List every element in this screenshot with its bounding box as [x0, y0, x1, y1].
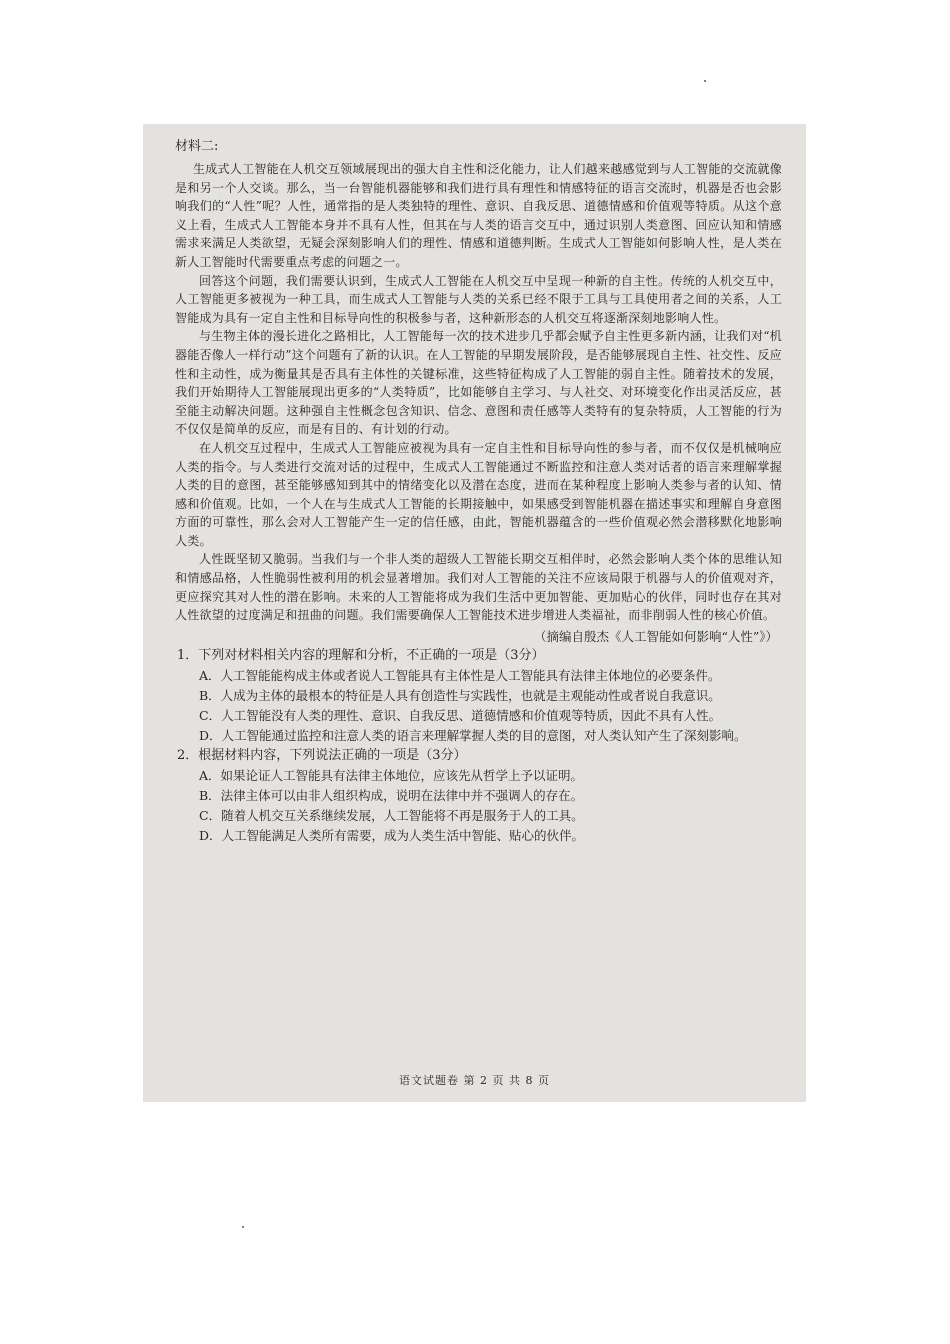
scan-speck [704, 80, 706, 82]
option-d: D．人工智能满足人类所有需要，成为人类生活中智能、贴心的伙伴。 [199, 827, 585, 843]
question-stem: 1．下列对材料相关内容的理解和分析，不正确的一项是（3分） [177, 647, 545, 663]
option-c: C．随着人机交互关系继续发展，人工智能将不再是服务于人的工具。 [199, 807, 584, 823]
exam-page [143, 124, 806, 1102]
paragraph: 生成式人工智能在人机交互领域展现出的强大自主性和泛化能力，让人们越来越感觉到与人工智能的交流就像是和另一个人交谈。那么，当一台智能机器能够和我们进行具有理性和情感特征的语言交流时，机器是否也会影响我们的“人性”呢？人性，通常指的是人类独特的理性、意识、自我反思、道德情感和价值观等特质。从这个意义上看，生成式人工智能本身并不具有人性，但其在与人类的语言交互中，通过识别人类意图、回应认知和情感需求来满足人类欲望，无疑会深刻影响人们的理性、情感和道德判断。生成式人工智能如何影响人性，是人类在新人工智能时代需要重点考虑的问题之一。 [175, 162, 782, 269]
paragraph: 人性既坚韧又脆弱。当我们与一个非人类的超级人工智能长期交互相伴时，必然会影响人类个体的思维认知和情感品格，人性脆弱性被利用的机会显著增加。我们对人工智能的关注不应该局限于机器与人的价值观对齐，更应探究其对人性的潜在影响。未来的人工智能将成为我们生活中更加智能、更加贴心的伙伴，同时也存在其对人性欲望的过度满足和扭曲的问题。我们需要确保人工智能技术进步增进人类福祉，而非削弱人性的核心价值。 [175, 552, 782, 623]
option-d: D．人工智能通过监控和注意人类的语言来理解掌握人类的目的意图，对人类认知产生了深刻影响。 [199, 727, 747, 743]
option-c: C．人工智能没有人类的理性、意识、自我反思、道德情感和价值观等特质，因此不具有人性。 [199, 707, 722, 723]
paragraph: 在人机交互过程中，生成式人工智能应被视为具有一定自主性和目标导向性的参与者，而不仅仅是机械响应人类的指令。与人类进行交流对话的过程中，生成式人工智能通过不断监控和注意人类对话者的语言来理解掌握人类的目的意图，甚至能够感知到其中的情绪变化以及潜在态度，进而在某种程度上影响人类参与者的认知、情感和价值观。比如，一个人在与生成式人工智能的长期接触中，如果感受到智能机器在描述事实和理解自身意图方面的可靠性，那么会对人工智能产生一定的信任感，由此，智能机器蕴含的一些价值观必然会潜移默化地影响人类。 [175, 440, 782, 548]
paragraph: 回答这个问题，我们需要认识到，生成式人工智能在人机交互中呈现一种新的自主性。传统的人机交互中，人工智能更多被视为一种工具，而生成式人工智能与人类的关系已经不限于工具与工具使用者之间的关系，人工智能成为具有一定自主性和目标导向性的积极参与者，这种新形态的人机交互将逐渐深刻地影响人性。 [175, 273, 782, 325]
option-b: B．人成为主体的最根本的特征是人具有创造性与实践性，也就是主观能动性或者说自我意识。 [199, 687, 721, 703]
scan-speck [242, 1226, 244, 1228]
question-2 [175, 746, 782, 846]
page-footer: 语文试题卷 第 2 页 共 8 页 [399, 1074, 550, 1087]
option-a: A．人工智能能构成主体或者说人工智能具有主体性是人工智能具有法律主体地位的必要条件。 [199, 667, 721, 683]
material-label: 材料二: [175, 139, 219, 154]
question-stem: 2．根据材料内容，下列说法正确的一项是（3分） [177, 747, 467, 763]
question-1 [175, 646, 782, 746]
option-b: B．法律主体可以由非人组织构成，说明在法律中并不强调人的存在。 [199, 787, 584, 803]
option-a: A．如果论证人工智能具有法律主体地位，应该先从哲学上予以证明。 [199, 767, 584, 783]
paragraph: 与生物主体的漫长进化之路相比，人工智能每一次的技术进步几乎都会赋予自主性更多新内涵，让我们对“机器能否像人一样行动”这个问题有了新的认识。在人工智能的早期发展阶段，是否能够展现自主性、社交性、反应性和主动性，成为衡量其是否具有主体性的关键标准，这些特征构成了人工智能的弱自主性。随着技术的发展，我们开始期待人工智能展现出更多的“人类特质”，比如能够自主学习、与人社交、对环境变化作出灵活反应，甚至能主动解决问题。这种强自主性概念包含知识、信念、意图和责任感等人类特有的复杂特质，人工智能的行为不仅仅是简单的反应，而是有目的、有计划的行动。 [175, 329, 782, 437]
source-citation: （摘编自殷杰《人工智能如何影响“人性”》） [533, 628, 778, 644]
